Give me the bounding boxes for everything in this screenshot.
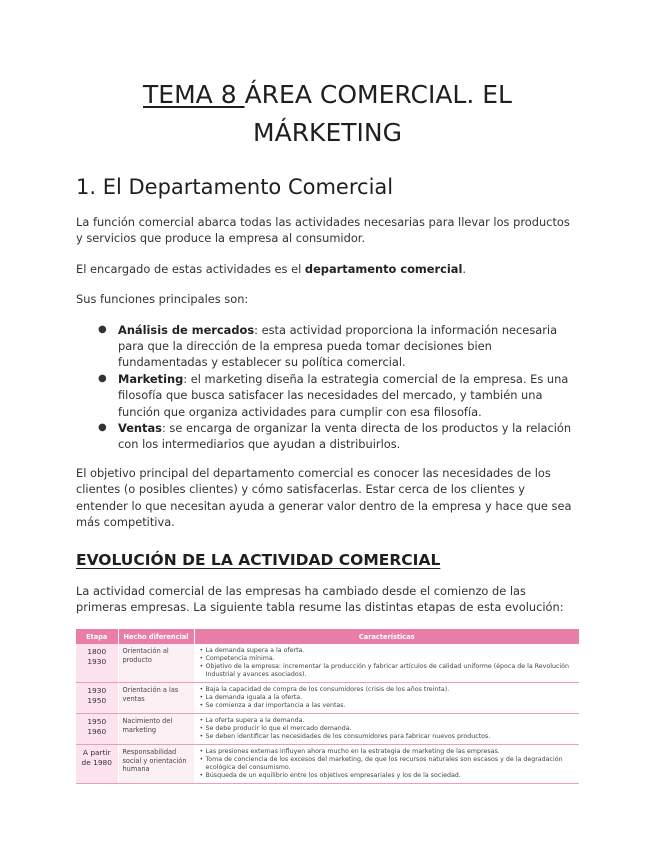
paragraph-text: . [462, 261, 466, 276]
functions-list [76, 322, 579, 453]
document-title [76, 0, 579, 152]
list-item-term: Análisis de mercados [118, 322, 255, 337]
characteristic-item: • Toma de conciencia de los excesos del marketing, de que los recursos naturales son escasos y de la degradación ecológica del consumismo. [206, 756, 576, 772]
etapa-cell [76, 745, 118, 784]
table-row [76, 714, 579, 745]
list-item-text: : el marketing diseña la estrategia comercial de la empresa. Es una filosofía que busca satisfacer las necesidades del mercado, y también una función que organiza actividades para cumplir con esa filosofía. [118, 371, 569, 419]
table-header-row [76, 629, 579, 644]
hecho-cell: Orientación al producto [118, 644, 194, 683]
bullet-icon: ● [98, 422, 107, 434]
column-header: Etapa [76, 629, 118, 644]
section-1-paragraph-1: La función comercial abarca todas las actividades necesarias para llevar los productos y servicios que produce la empresa al consumidor. [76, 215, 570, 246]
etapa-end: 1930 [87, 656, 107, 666]
characteristic-item: • Búsqueda de un equilibrio entre los objetivos empresariales y los de la sociedad. [206, 772, 576, 780]
characteristic-item: • Objetivo de la empresa: incrementar la producción y fabricar artículos de calidad uniforme (época de la Revolución Industrial y avances asociados). [206, 663, 576, 679]
bold-term: departamento comercial [304, 261, 463, 276]
section-1-paragraph-2 [76, 261, 579, 277]
characteristic-item: • Las presiones externas influyen ahora mucho en la estrategia de marketing de las empresas. [206, 748, 576, 756]
list-item-text: : esta actividad proporciona la información necesaria para que la dirección de la empresa pueda tomar decisiones bien fundamentadas y establecer su política comercial. [118, 322, 558, 370]
table-row [76, 683, 579, 714]
bullet-icon: ● [98, 372, 107, 384]
etapa-start: 1930 [87, 686, 107, 696]
etapa-cell [76, 714, 118, 745]
list-item [98, 420, 579, 453]
characteristic-item: • La demanda supera a la oferta. [206, 647, 576, 655]
etapa-cell [76, 683, 118, 714]
etapa-start: 1950 [87, 717, 107, 727]
etapa-end: 1960 [87, 726, 107, 736]
list-item [98, 322, 579, 371]
list-item-text: : se encarga de organizar la venta directa de los productos y la relación con los intermediarios que ayudan a distribuirlos. [118, 421, 572, 452]
caracteristicas-cell [194, 745, 579, 784]
list-item-term: Ventas [118, 421, 162, 436]
title-part-1: TEMA 8 [143, 80, 245, 109]
characteristic-item: • La demanda iguala a la oferta. [206, 694, 576, 702]
table-row [76, 745, 579, 784]
etapa-start: A partir [82, 748, 111, 758]
section-2-heading: EVOLUCIÓN DE LA ACTIVIDAD COMERCIAL [76, 550, 441, 569]
etapa-end: 1950 [87, 695, 107, 705]
table-row [76, 644, 579, 683]
characteristic-item: • Se deben identificar las necesidades de los consumidores para fabricar nuevos productos. [206, 733, 576, 741]
characteristic-item: • Baja la capacidad de compra de los consumidores (crisis de los años treinta). [206, 686, 576, 694]
title-part-2: ÁREA COMERCIAL. EL [244, 80, 512, 109]
etapa-start: 1800 [87, 647, 107, 657]
evolution-table [76, 629, 579, 784]
section-1-paragraph-4: El objetivo principal del departamento comercial es conocer las necesidades de los clientes (o posibles clientes) y cómo satisfacerlas. Estar cerca de los clientes y entender lo que necesitan ayuda a generar valor dentro de la empresa y hace que sea más competitiva. [76, 465, 572, 530]
title-line-2: MÁRKETING [253, 118, 402, 147]
hecho-cell: Responsabilidad social y orientación humana [118, 745, 194, 784]
characteristic-item: • Competencia mínima. [206, 655, 576, 663]
bullet-icon: ● [98, 323, 107, 335]
characteristic-item: • Se debe producir lo que el mercado demanda. [206, 725, 576, 733]
column-header: Hecho diferencial [118, 629, 194, 644]
paragraph-text: El encargado de estas actividades es el [76, 261, 305, 276]
caracteristicas-cell [194, 683, 579, 714]
section-1-paragraph-3: Sus funciones principales son: [76, 292, 249, 307]
characteristic-item: • Se comienza a dar importancia a las ventas. [206, 702, 576, 710]
caracteristicas-cell [194, 644, 579, 683]
column-header: Características [194, 629, 579, 644]
section-1-heading: 1. El Departamento Comercial [76, 175, 394, 199]
hecho-cell: Orientación a las ventas [118, 683, 194, 714]
etapa-end: de 1980 [81, 757, 112, 767]
hecho-cell: Nacimiento del marketing [118, 714, 194, 745]
etapa-cell [76, 644, 118, 683]
list-item-term: Marketing [118, 371, 184, 386]
section-2-paragraph-1: La actividad comercial de las empresas ha cambiado desde el comienzo de las primeras empresas. La siguiente tabla resume las distintas etapas de esta evolución: [76, 583, 564, 614]
characteristic-item: • La oferta supera a la demanda. [206, 717, 576, 725]
caracteristicas-cell [194, 714, 579, 745]
list-item [98, 371, 579, 420]
